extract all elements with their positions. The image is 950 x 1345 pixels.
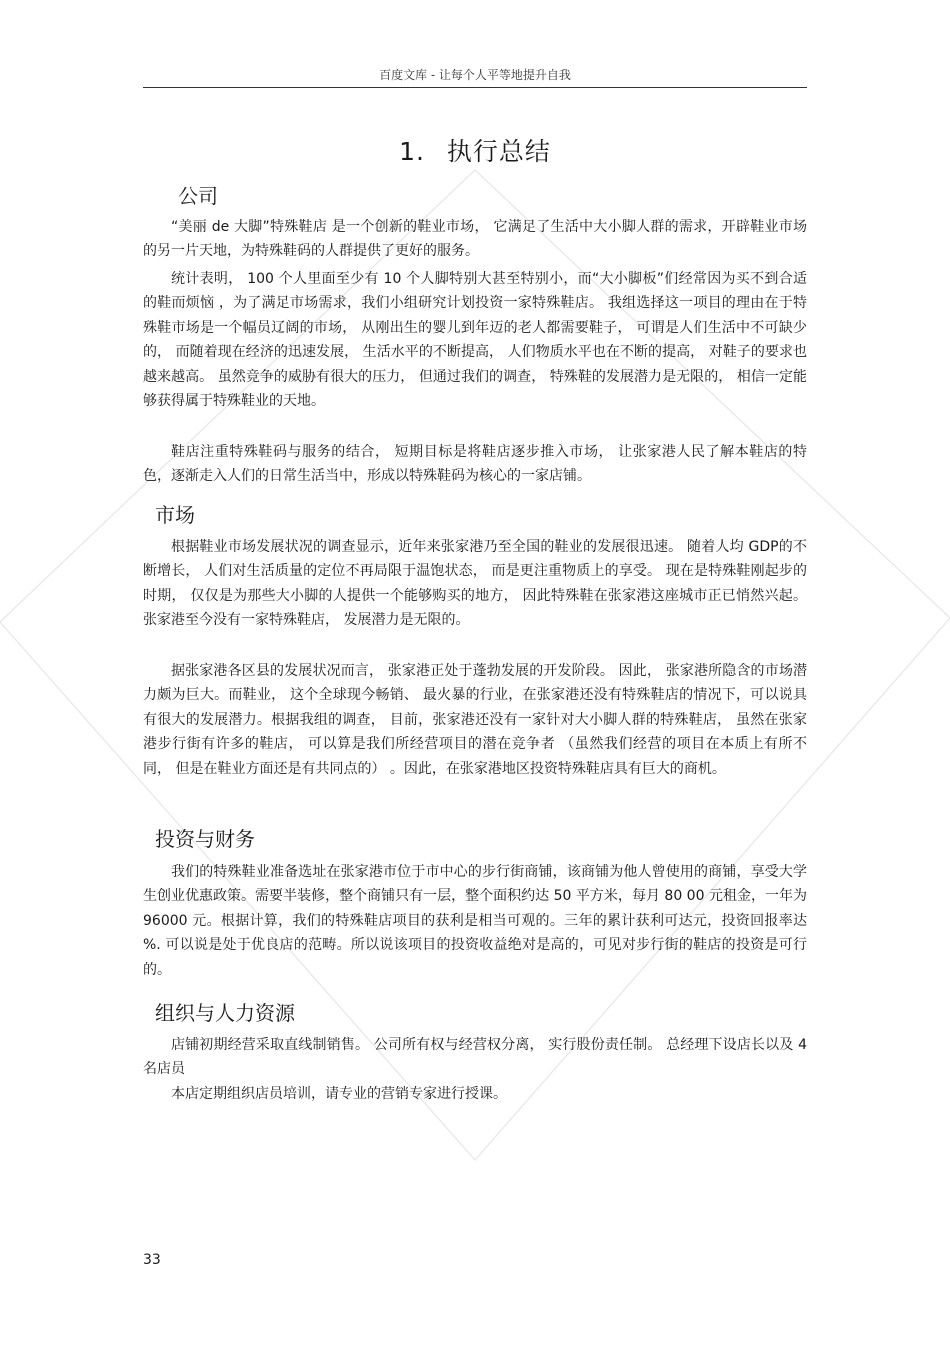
title-number: 1. [399, 137, 425, 166]
section-heading-investment: 投资与财务 [155, 827, 255, 851]
page-header: 百度文库 - 让每个人平等地提升自我 [143, 66, 807, 88]
organization-paragraph-2: 本店定期组织店员培训，请专业的营销专家进行授课。 [171, 1086, 507, 1102]
company-paragraph-1: “美丽 de 大脚”特殊鞋店 是一个创新的鞋业市场， 它满足了生活中大小脚人群的需求，开辟鞋业市场的另一片天地，为特殊鞋码的人群提供了更好的服务。 [143, 219, 807, 260]
market-paragraph-2: 据张家港各区县的发展状况而言， 张家港正处于蓬勃发展的开发阶段。 因此， 张家港所隐含的市场潜力颇为巨大。而鞋业， 这个全球现今畅销、 最火暴的行业，在张家港还没有特殊鞋店的情况下，可以说具有很大的发展潜力。根据我组的调查， 目前，张家港还没有一家针对大小脚人群的特殊鞋店， 虽然在张家港步行街有许多的鞋店， 可以算是我们所经营项目的潜在竞争者 （虽然我们经营的项目在本质上有所不同， 但是在鞋业方面还是有共同点的） 。因此，在张家港地区投资特殊鞋店具有巨大的商机。 [143, 663, 807, 777]
company-paragraph-2: 统计表明， 100 个人里面至少有 10 个人脚特别大甚至特别小，而“大小脚板”们经常因为买不到合适的鞋而烦恼 ，为了满足市场需求，我们小组研究计划投资一家特殊鞋店。 我组选择这一项目的理由在于特殊鞋市场是一个幅员辽阔的市场， 从刚出生的婴儿到年迈的老人都需要鞋子， 可谓是人们生活中不可缺少的， 而随着现在经济的迅速发展， 生活水平的不断提高， 人们物质水平也在不断的提高， 对鞋子的要求也越来越高。 虽然竞争的威胁有很大的压力， 但通过我们的调查， 特殊鞋的发展潜力是无限的， 相信一定能够获得属于特殊鞋业的天地。 [143, 271, 807, 410]
market-paragraph-1: 根据鞋业市场发展状况的调查显示，近年来张家港乃至全国的鞋业的发展很迅速。 随着人均 GDP的不断增长， 人们对生活质量的定位不再局限于温饱状态， 而是更注重物质上的享受。 现在是特殊鞋刚起步的时期， 仅仅是为那些大小脚的人提供一个能够购买的地方， 因此特殊鞋在张家港这座城市正已悄然兴起。 张家港至今没有一家特殊鞋店， 发展潜力是无限的。 [143, 539, 807, 629]
page-title [0, 132, 950, 168]
title-text: 执行总结 [446, 137, 551, 166]
section-heading-company: 公司 [178, 184, 218, 208]
organization-paragraph-1: 店铺初期经营采取直线制销售。 公司所有权与经营权分离， 实行股份责任制。 总经理下设店长以及 4 名店员 [143, 1037, 807, 1078]
section-heading-organization: 组织与人力资源 [155, 1001, 295, 1025]
section-heading-market: 市场 [155, 503, 195, 527]
company-paragraph-3: 鞋店注重特殊鞋码与服务的结合， 短期目标是将鞋店逐步推入市场， 让张家港人民了解本鞋店的特色，逐渐走入人们的日常生活当中，形成以特殊鞋码为核心的一家店铺。 [143, 444, 807, 485]
page-number: 33 [143, 1252, 161, 1268]
investment-paragraph-1: 我们的特殊鞋业准备选址在张家港市位于市中心的步行街商铺，该商铺为他人曾使用的商铺，享受大学生创业优惠政策。需要半装修，整个商铺只有一层，整个面积约达 50 平方米，每月 80 00 元租金，一年为 96000 元。根据计算，我们的特殊鞋店项目的获利是相当可观的。三年的累计获利可达元，投资回报率达 %. 可以说是处于优良店的范畴。所以说该项目的投资收益绝对是高的，可见对步行街的鞋店的投资是可行的。 [143, 864, 807, 978]
